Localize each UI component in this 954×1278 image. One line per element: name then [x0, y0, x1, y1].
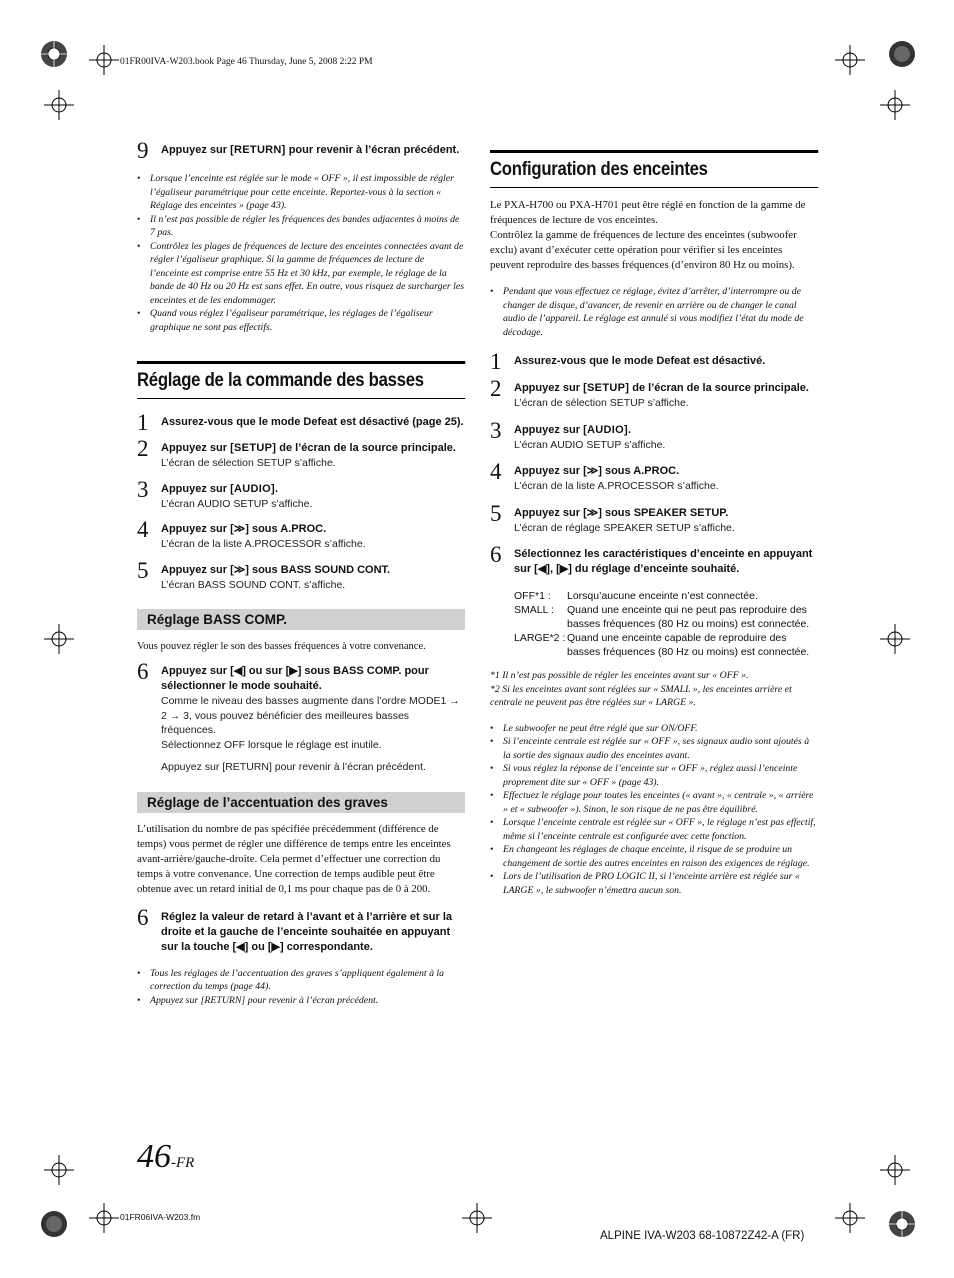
- step-item: 6 Sélectionnez les caractéristiques d’enceinte en appuyant sur [◀], [▶] du réglage d’enceinte souhaité.: [490, 542, 813, 575]
- page-number: 46-FR: [137, 1138, 195, 1175]
- note-item: • Le subwoofer ne peut être réglé que sur ON/OFF.: [490, 722, 818, 736]
- step-item: 3 Appuyez sur [AUDIO]. L’écran AUDIO SETUP s’affiche.: [137, 476, 313, 510]
- note-item: • Si l’enceinte centrale est réglée sur « OFF », ses signaux audio sont ajoutés à la sortie des signaux audio des enceintes avant.: [490, 735, 818, 762]
- definition-row: LARGE*2 : Quand une enceinte capable de reproduire des basses fréquences (80 Hz ou moins) est connectée.: [514, 632, 810, 658]
- speaker-definitions: [514, 589, 818, 659]
- step-return: [137, 138, 465, 163]
- registration-target-icon: [888, 40, 916, 68]
- footnote: *2 Si les enceintes avant sont réglées sur « SMALL », les enceintes arrière et centrale ne peuvent pas être réglées sur « LARGE ».: [490, 683, 792, 708]
- step-item: 3 Appuyez sur [AUDIO]. L’écran AUDIO SETUP s’affiche.: [490, 417, 666, 451]
- forward-icon: ≫: [233, 563, 246, 576]
- notes-list: [490, 722, 818, 898]
- step-item: 1 Assurez-vous que le mode Defeat est désactivé (page 25).: [137, 410, 464, 435]
- audio-key: [AUDIO]: [583, 423, 628, 436]
- paragraph: L’utilisation du nombre de pas spécifiée précédemment (différence de temps) vous permet de régler une différence de temps entre les enceintes avant-arrière/gauche-droite. Cela permet d’effectuer une correction du temps à votre convenance. Une correction de temps audible peut être obtenue avec un retard initial de 0,1 ms pour chaque pas de 0 à 200.: [137, 822, 451, 895]
- step-text: Appuyez sur [RETURN] pour revenir à l’écran précédent.: [161, 144, 460, 156]
- crosshair-icon: [44, 90, 74, 120]
- note-item: • Lors de l’utilisation de PRO LOGIC II, si l’enceinte arrière est réglée sur « LARGE », le subwoofer n’émettra aucun son.: [490, 870, 818, 897]
- audio-key: [AUDIO]: [230, 482, 275, 495]
- crosshair-icon: [89, 45, 119, 75]
- step-number: 9: [137, 138, 149, 163]
- step-item: 2 Appuyez sur [SETUP] de l’écran de la source principale. L’écran de sélection SETUP s’affiche.: [137, 436, 456, 469]
- definition-row: OFF*1 : Lorsqu’aucune enceinte n’est connectée.: [514, 590, 758, 602]
- crosshair-icon: [44, 1155, 74, 1185]
- note-item: • Appuyez sur [RETURN] pour revenir à l’écran précédent.: [137, 994, 465, 1008]
- footer-product: ALPINE IVA-W203 68-10872Z42-A (FR): [600, 1230, 805, 1242]
- registration-target-icon: [888, 1210, 916, 1238]
- subsection-bass-accent: Réglage de l’accentuation des graves: [137, 792, 465, 813]
- definition-row: SMALL : Quand une enceinte qui ne peut pas reproduire des basses fréquences (80 Hz ou moins) est connectée.: [514, 604, 810, 630]
- forward-icon: ≫: [586, 465, 599, 477]
- note-item: • Effectuez le réglage pour toutes les enceintes (« avant », « centrale », « arrière » et « subwoofer »). Sinon, le son risque de ne pas être équilibré.: [490, 789, 818, 816]
- setup-key: [SETUP]: [583, 382, 630, 394]
- notes-list: [490, 285, 818, 339]
- note-item: • Tous les réglages de l’accentuation des graves s’appliquent également à la correction du temps (page 44).: [137, 967, 465, 994]
- crosshair-icon: [880, 90, 910, 120]
- registration-target-icon: [40, 1210, 68, 1238]
- registration-target-icon: [40, 40, 68, 68]
- crosshair-icon: [880, 1155, 910, 1185]
- footnote: *1 Il n’est pas possible de régler les enceintes avant sur « OFF ».: [490, 670, 749, 681]
- step-item: 4 Appuyez sur [≫] sous A.PROC. L’écran de la liste A.PROCESSOR s’affiche.: [137, 517, 366, 550]
- setup-key: [SETUP]: [230, 442, 277, 454]
- crosshair-icon: [880, 624, 910, 654]
- crosshair-icon: [462, 1203, 492, 1233]
- right-column: [490, 150, 818, 897]
- step-item: 6 Appuyez sur [◀] ou sur [▶] sous BASS COMP. pour sélectionner le mode souhaité. Comme le niveau des basses augmente dans l’ordre MODE1 → 2 → 3, vous pouvez bénéficier des meilleures basses fréquences. Sélectionnez OFF lorsque le réglage est inutile. Appuyez sur [RETURN] pour revenir à l’écran précédent.: [137, 659, 460, 773]
- note-item: • Lorsque l’enceinte centrale est réglée sur « OFF », le réglage n’est pas effectif, même si l’enceinte centrale est configurée avec cette fonction.: [490, 816, 818, 843]
- return-key: [RETURN]: [230, 144, 286, 156]
- note-item: • Contrôlez les plages de fréquences de lecture des enceintes connectées avant de régler l’égaliseur graphique. Si la gamme de fréquences de lecture de l’enceinte est comprise entre 55 Hz et 30 kHz, par exemple, le réglage de la bande de 40 Hz ou 20 Hz est sans effet. En outre, vous risquez de surcharger les enceintes et de les endommager.: [137, 240, 465, 308]
- step-item: 5 Appuyez sur [≫] sous BASS SOUND CONT. L’écran BASS SOUND CONT. s’affiche.: [137, 557, 391, 591]
- crosshair-icon: [835, 45, 865, 75]
- forward-icon: ≫: [586, 506, 599, 519]
- notes-list: [137, 172, 465, 334]
- crosshair-icon: [835, 1203, 865, 1233]
- footer-filename: 01FR06IVA-W203.fm: [120, 1212, 201, 1222]
- step-item: 1 Assurez-vous que le mode Defeat est désactivé.: [490, 349, 766, 374]
- step-item: 4 Appuyez sur [≫] sous A.PROC. L’écran de la liste A.PROCESSOR s’affiche.: [490, 459, 719, 492]
- notes-list: [137, 967, 465, 1008]
- section-title-bass: Réglage de la commande des basses: [137, 361, 465, 399]
- section-title-speakers: Configuration des enceintes: [490, 150, 818, 188]
- note-item: • Il n’est pas possible de régler les fréquences des bandes adjacentes à moins de 7 pas.: [137, 213, 465, 240]
- paragraph: Vous pouvez régler le son des basses fréquences à votre convenance.: [137, 641, 426, 652]
- step-item: 2 Appuyez sur [SETUP] de l’écran de la source principale. L’écran de sélection SETUP s’affiche.: [490, 376, 809, 409]
- step-item: 5 Appuyez sur [≫] sous SPEAKER SETUP. L’écran de réglage SPEAKER SETUP s’affiche.: [490, 500, 735, 534]
- subsection-bass-comp: Réglage BASS COMP.: [137, 609, 465, 630]
- note-item: • Si vous réglez la réponse de l’enceinte sur « OFF », réglez aussi l’enceinte proprement dite sur « OFF » (page 43).: [490, 762, 818, 789]
- forward-icon: ≫: [233, 523, 246, 535]
- paragraph: Contrôlez la gamme de fréquences de lecture des enceintes (subwoofer exclu) avant d’exécuter cette opération pour vérifier si les enceintes peuvent reproduire des basses fréquences (d’environ 80 Hz ou moins).: [490, 229, 797, 271]
- note-item: • Lorsque l’enceinte est réglée sur le mode « OFF », il est impossible de régler l’égaliseur paramétrique pour cette enceinte. Reportez-vous à la section « Réglage des enceintes » (page 43).: [137, 172, 465, 213]
- crosshair-icon: [89, 1203, 119, 1233]
- paragraph: Le PXA-H700 ou PXA-H701 peut être réglé en fonction de la gamme de fréquences de lecture de vos enceintes.: [490, 199, 806, 226]
- note-item: • En changeant les réglages de chaque enceinte, il risque de se produire un changement de sortie des autres enceintes en raison des exigences de réglage.: [490, 843, 818, 870]
- step-item: 6 Réglez la valeur de retard à l’avant et à l’arrière et sur la droite et la gauche de l’enceinte souhaitée en appuyant sur la touche [◀] ou [▶] correspondante.: [137, 904, 453, 953]
- note-item: • Quand vous réglez l’égaliseur paramétrique, les réglages de l’égaliseur graphique ne sont pas effectifs.: [137, 307, 465, 334]
- crosshair-icon: [44, 624, 74, 654]
- left-column: [137, 138, 465, 1007]
- note-item: • Pendant que vous effectuez ce réglage, évitez d’arrêter, d’interrompre ou de changer de disque, d’avancer, de revenir en arrière ou de changer le canal audio de l’appareil. Le réglage est annulé si vous modifiez l’état du mode de décodage.: [490, 285, 818, 339]
- file-header: 01FR00IVA-W203.book Page 46 Thursday, June 5, 2008 2:22 PM: [120, 57, 373, 67]
